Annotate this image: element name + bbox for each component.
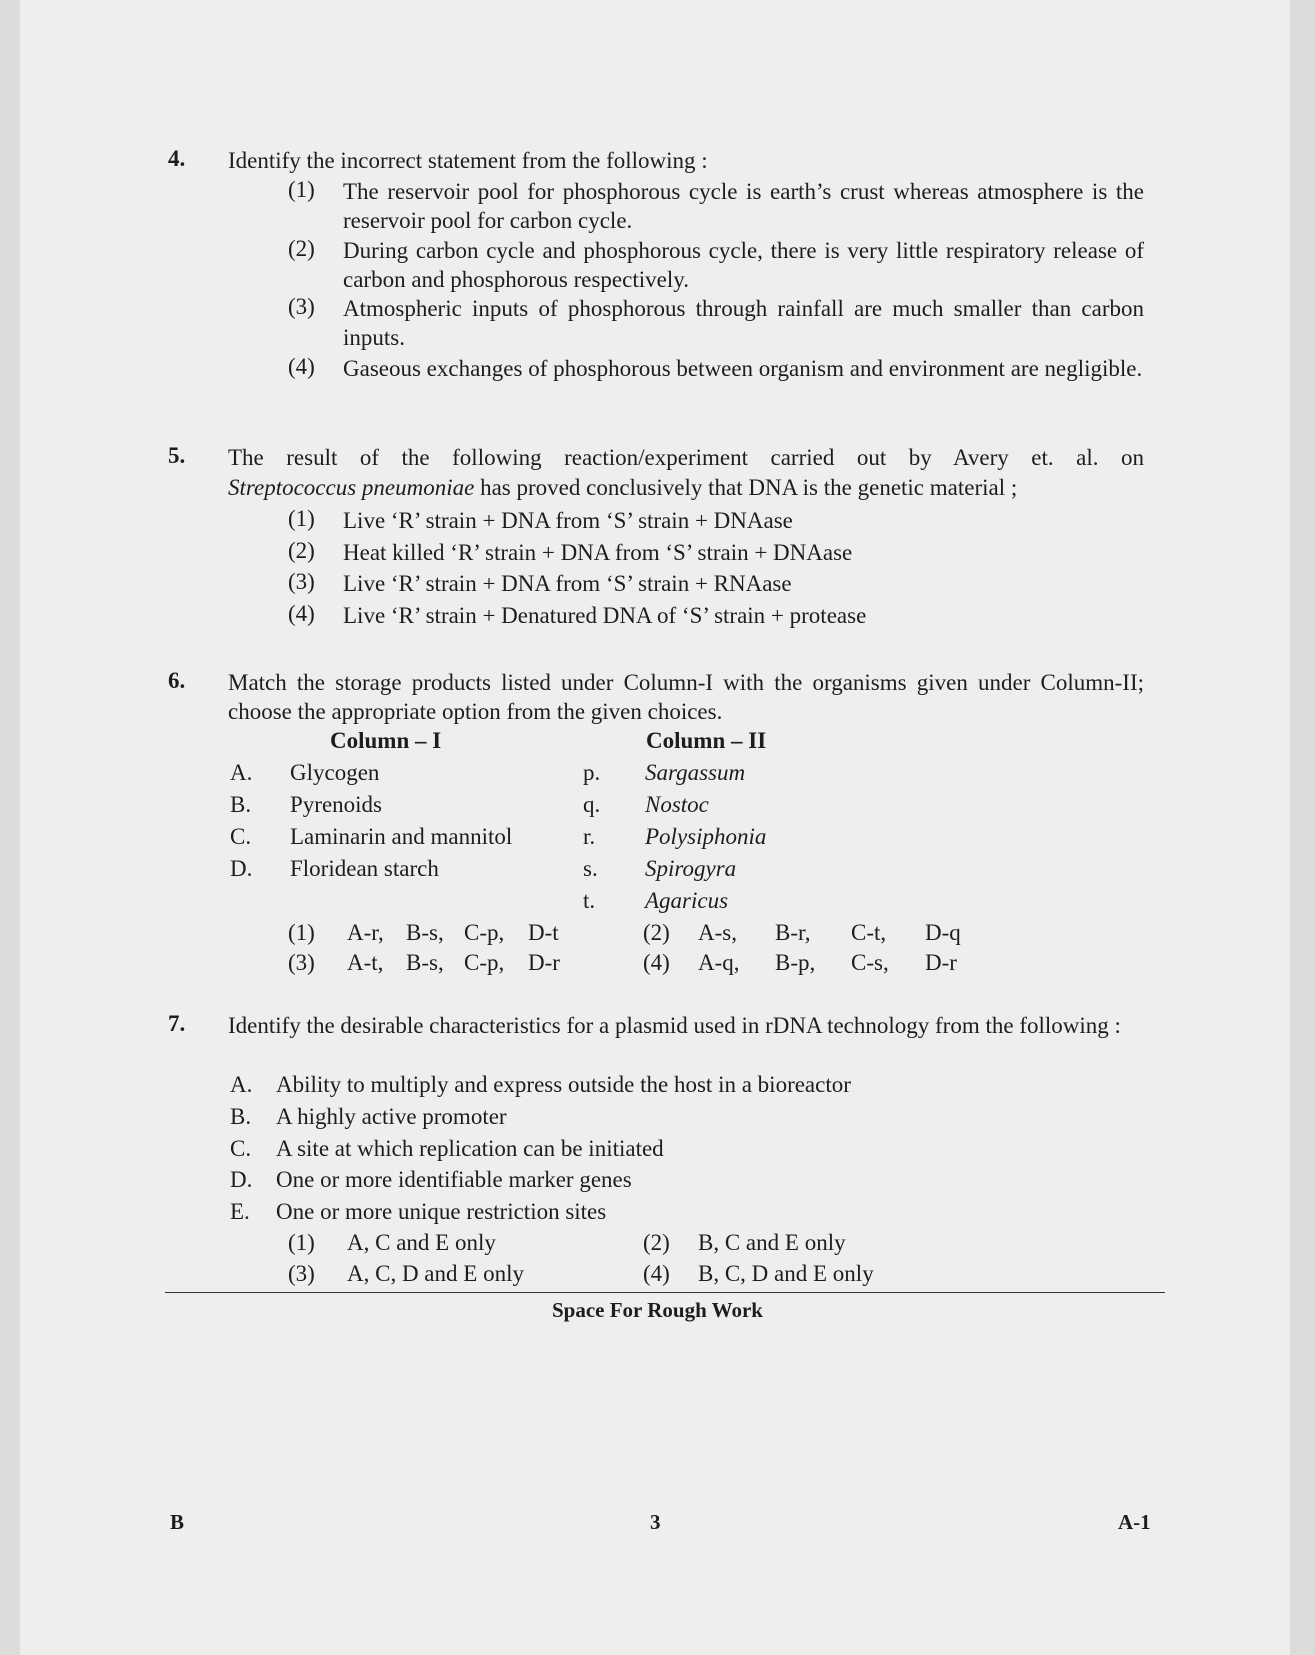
match-letter: r. (583, 824, 596, 849)
footer-page-number: 3 (650, 1510, 661, 1534)
question-text-line2 (228, 473, 1144, 502)
option-text: Live ‘R’ strain + Denatured DNA of ‘S’ strain + protease (343, 603, 867, 628)
match-letter: B. (230, 792, 252, 817)
answer-part: A-t, (347, 950, 384, 975)
option-text: Live ‘R’ strain + DNA from ‘S’ strain + RNAase (343, 571, 792, 596)
characteristic-letter: A. (230, 1072, 253, 1097)
characteristic-text: A site at which replication can be initiated (276, 1136, 664, 1161)
question-number: 7. (168, 1011, 186, 1036)
answer-text: A, C, D and E only (347, 1261, 524, 1286)
answer-text: A, C and E only (347, 1230, 496, 1255)
characteristic-letter: E. (230, 1199, 250, 1224)
answer-text: B, C and E only (698, 1230, 846, 1255)
option-text: The reservoir pool for phosphorous cycle is earth’s crust whereas atmosphere is the reservoir pool for carbon cycle. (343, 179, 1144, 233)
match-organism: Polysiphonia (645, 824, 767, 849)
match-letter: q. (583, 792, 601, 817)
divider-line (165, 1292, 1165, 1293)
option-number: (1) (288, 177, 315, 202)
option-text: Heat killed ‘R’ strain + DNA from ‘S’ strain + DNAase (343, 540, 853, 565)
footer-series: B (170, 1510, 185, 1534)
column-1-header: Column – I (330, 728, 442, 753)
answer-text: B, C, D and E only (698, 1261, 874, 1286)
match-organism: Nostoc (645, 792, 709, 817)
answer-part: C-t, (851, 920, 887, 945)
answer-part: C-s, (851, 950, 889, 975)
option-number: (3) (288, 569, 315, 594)
option-number: (1) (288, 506, 315, 531)
answer-part: C-p, (464, 920, 505, 945)
question-number: 4. (168, 146, 186, 171)
answer-part: C-p, (464, 950, 505, 975)
answer-part: D-r (925, 950, 957, 975)
characteristic-text: One or more unique restriction sites (276, 1199, 607, 1224)
answer-part: B-p, (775, 950, 816, 975)
option-text: Live ‘R’ strain + DNA from ‘S’ strain + DNAase (343, 508, 793, 533)
option-number: (4) (288, 354, 315, 379)
answer-part: A-q, (698, 950, 740, 975)
answer-part: D-q (925, 920, 961, 945)
question-text-line1: The result of the following reaction/experiment carried out by Avery et. al. on (228, 445, 1144, 470)
organism-name: Streptococcus pneumoniae (228, 475, 475, 500)
answer-part: B-s, (406, 920, 444, 945)
question-text: Identify the incorrect statement from the following : (228, 148, 708, 173)
match-item: Pyrenoids (290, 792, 382, 817)
option-text: Gaseous exchanges of phosphorous between organism and environment are negligible. (343, 356, 1143, 381)
characteristic-text: One or more identifiable marker genes (276, 1167, 632, 1192)
answer-number: (1) (288, 920, 315, 945)
option-text: Atmospheric inputs of phosphorous through rainfall are much smaller than carbon inputs. (343, 296, 1144, 350)
match-item: Laminarin and mannitol (290, 824, 513, 849)
answer-part: D-t (528, 920, 559, 945)
match-organism: Agaricus (645, 888, 729, 913)
option-number: (2) (288, 236, 315, 261)
option-text: During carbon cycle and phosphorous cycle, there is very little respiratory release of carbon and phosphorous respectively. (343, 238, 1144, 292)
answer-part: B-s, (406, 950, 444, 975)
match-letter: t. (583, 888, 596, 913)
characteristic-letter: B. (230, 1104, 252, 1129)
match-letter: A. (230, 760, 253, 785)
answer-part: A-r, (347, 920, 384, 945)
match-letter: C. (230, 824, 252, 849)
question-text: Identify the desirable characteristics for a plasmid used in rDNA technology from the following : (228, 1013, 1121, 1038)
answer-number: (3) (288, 950, 315, 975)
question-text-rest: has proved conclusively that DNA is the genetic material ; (474, 475, 1018, 500)
match-letter: p. (583, 760, 601, 785)
option-number: (3) (288, 294, 315, 319)
rough-work-label: Space For Rough Work (551, 1298, 763, 1322)
footer-code: A-1 (1118, 1510, 1151, 1534)
characteristic-letter: D. (230, 1167, 253, 1192)
match-item: Glycogen (290, 760, 380, 785)
match-organism: Sargassum (645, 760, 746, 785)
answer-number: (2) (643, 920, 670, 945)
characteristic-text: A highly active promoter (276, 1104, 507, 1129)
match-item: Floridean starch (290, 856, 439, 881)
answer-part: A-s, (698, 920, 737, 945)
question-number: 6. (168, 668, 186, 693)
answer-number: (4) (643, 1261, 670, 1286)
option-number: (4) (288, 601, 315, 626)
match-letter: s. (583, 856, 598, 881)
column-2-header: Column – II (646, 728, 767, 753)
answer-part: D-r (528, 950, 560, 975)
answer-number: (2) (643, 1230, 670, 1255)
option-number: (2) (288, 538, 315, 563)
match-organism: Spirogyra (645, 856, 737, 881)
question-number: 5. (168, 443, 186, 468)
match-letter: D. (230, 856, 253, 881)
answer-number: (3) (288, 1261, 315, 1286)
answer-number: (1) (288, 1230, 315, 1255)
answer-part: B-r, (775, 920, 811, 945)
question-text: Match the storage products listed under Column-I with the organisms given under Column-II; choose the appropriate option from the given choices. (228, 670, 1144, 724)
characteristic-letter: C. (230, 1136, 252, 1161)
characteristic-text: Ability to multiply and express outside the host in a bioreactor (276, 1072, 851, 1097)
answer-number: (4) (643, 950, 670, 975)
